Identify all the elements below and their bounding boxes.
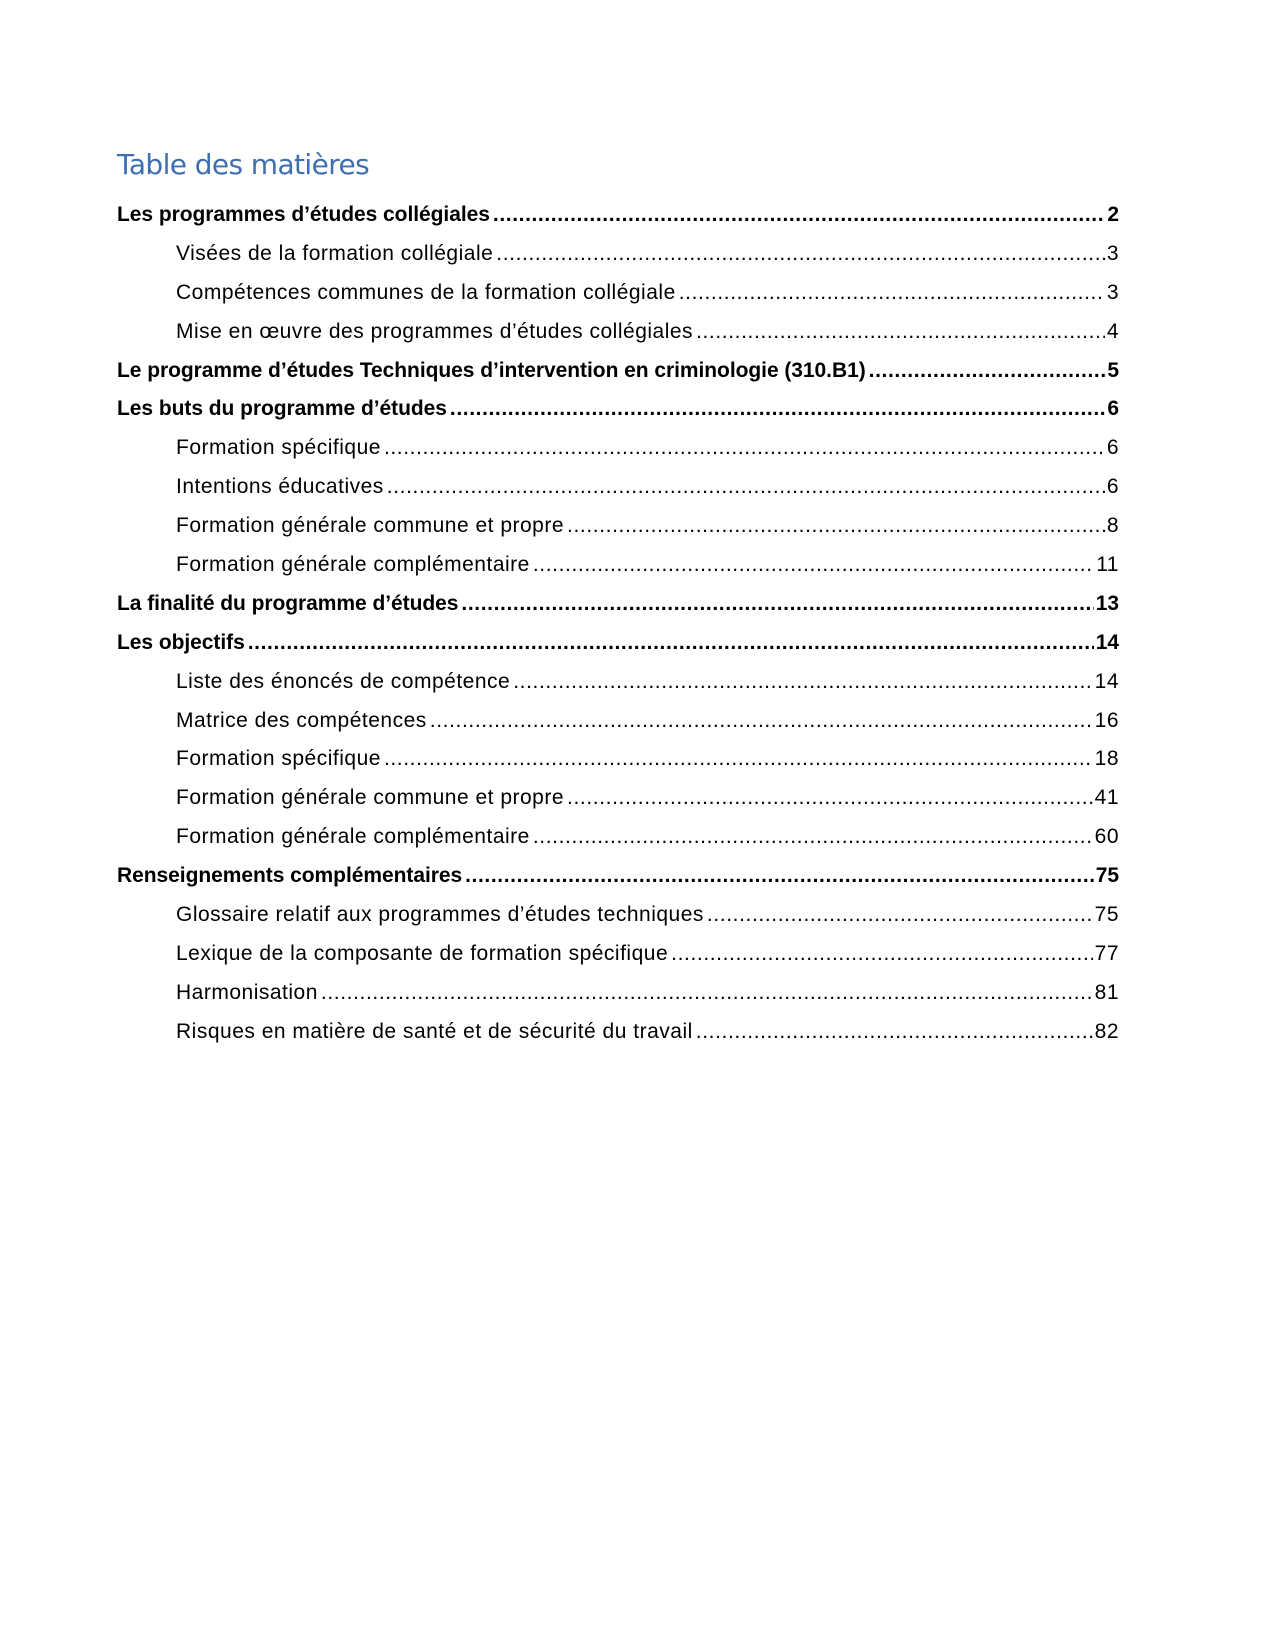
toc-entry-label: La finalité du programme d’études: [117, 591, 459, 615]
toc-page-number: 4: [1106, 319, 1119, 343]
toc-subsection-entry[interactable]: [117, 935, 1119, 974]
toc-page-number: 6: [1107, 397, 1119, 421]
toc-page-number: 77: [1094, 941, 1119, 965]
toc-page-number: 13: [1095, 591, 1119, 615]
toc-dot-leader: [707, 896, 1093, 935]
toc-entry-label: Compétences communes de la formation collégiale: [176, 280, 676, 304]
toc-page-number: 3: [1106, 241, 1119, 265]
toc-section-entry[interactable]: [117, 624, 1119, 663]
toc-dot-leader: [567, 507, 1105, 546]
toc-dot-leader: [496, 235, 1105, 274]
toc-entry-label: Renseignements complémentaires: [117, 864, 463, 888]
toc-dot-leader: [461, 585, 1093, 624]
toc-entry-label: Formation générale complémentaire: [176, 825, 530, 849]
toc-subsection-entry[interactable]: [117, 313, 1119, 352]
toc-dot-leader: [430, 702, 1093, 741]
toc-page-number: 3: [1106, 280, 1119, 304]
toc-subsection-entry[interactable]: [117, 702, 1119, 741]
toc-dot-leader: [321, 974, 1093, 1013]
toc-dot-leader: [384, 740, 1093, 779]
toc-dot-leader: [533, 818, 1093, 857]
toc-dot-leader: [671, 935, 1093, 974]
toc-entry-label: Risques en matière de santé et de sécurité du travail: [176, 1019, 693, 1043]
toc-subsection-entry[interactable]: [117, 235, 1119, 274]
toc-entry-label: Mise en œuvre des programmes d’études collégiales: [176, 319, 694, 343]
toc-page-number: 75: [1095, 864, 1119, 888]
toc-entry-label: Matrice des compétences: [176, 708, 427, 732]
toc-section-entry[interactable]: [117, 196, 1119, 235]
toc-page-number: 75: [1094, 903, 1119, 927]
toc-section-entry[interactable]: [117, 352, 1119, 391]
toc-subsection-entry[interactable]: [117, 896, 1119, 935]
toc-section-entry[interactable]: [117, 857, 1119, 896]
toc-page-number: 18: [1094, 747, 1119, 771]
toc-page-number: 60: [1094, 825, 1119, 849]
toc-page-number: 6: [1106, 475, 1119, 499]
toc-entry-label: Harmonisation: [176, 980, 318, 1004]
toc-page-number: 5: [1107, 358, 1119, 382]
toc-entry-label: Formation spécifique: [176, 747, 381, 771]
toc-subsection-entry[interactable]: [117, 468, 1119, 507]
toc-dot-leader: [387, 468, 1105, 507]
toc-page-number: 16: [1094, 708, 1119, 732]
toc-page-number: 6: [1106, 436, 1119, 460]
toc-subsection-entry[interactable]: [117, 507, 1119, 546]
toc-subsection-entry[interactable]: [117, 429, 1119, 468]
toc-dot-leader: [384, 429, 1105, 468]
toc-dot-leader: [513, 663, 1092, 702]
toc-entry-label: Les objectifs: [117, 630, 245, 654]
toc-entry-label: Le programme d’études Techniques d’intervention en criminologie (310.B1): [117, 358, 866, 382]
toc-dot-leader: [679, 274, 1105, 313]
toc-subsection-entry[interactable]: [117, 1013, 1119, 1052]
toc-page-number: 8: [1106, 514, 1119, 538]
toc-dot-leader: [493, 196, 1105, 235]
toc-title: Table des matières: [117, 148, 370, 181]
toc-entry-label: Visées de la formation collégiale: [176, 241, 494, 265]
toc-page-number: 82: [1094, 1019, 1119, 1043]
toc-section-entry[interactable]: [117, 390, 1119, 429]
toc-entry-label: Les programmes d’études collégiales: [117, 203, 490, 226]
toc-entry-label: Formation spécifique: [176, 436, 381, 460]
toc-subsection-entry[interactable]: [117, 740, 1119, 779]
toc-page-number: 2: [1107, 203, 1119, 226]
toc-section-entry[interactable]: [117, 585, 1119, 624]
toc-dot-leader: [533, 546, 1094, 585]
toc-page-number: 14: [1094, 669, 1119, 693]
toc-subsection-entry[interactable]: [117, 779, 1119, 818]
toc-entry-label: Liste des énoncés de compétence: [176, 669, 511, 693]
toc-entry-label: Intentions éducatives: [176, 475, 384, 499]
toc-entry-label: Formation générale commune et propre: [176, 786, 565, 810]
toc-page-number: 41: [1094, 786, 1119, 810]
toc-page-number: 14: [1095, 630, 1119, 654]
toc-dot-leader: [450, 390, 1105, 429]
toc-dot-leader: [465, 857, 1094, 896]
toc-dot-leader: [567, 779, 1093, 818]
toc-subsection-entry[interactable]: [117, 546, 1119, 585]
toc-subsection-entry[interactable]: [117, 818, 1119, 857]
toc-entry-label: Formation générale commune et propre: [176, 514, 565, 538]
toc-subsection-entry[interactable]: [117, 974, 1119, 1013]
toc-subsection-entry[interactable]: [117, 274, 1119, 313]
toc-entry-label: Formation générale complémentaire: [176, 553, 530, 577]
toc-dot-leader: [696, 1013, 1093, 1052]
toc-entry-label: Les buts du programme d’études: [117, 397, 447, 421]
table-of-contents: [117, 196, 1119, 1052]
toc-entry-label: Lexique de la composante de formation spécifique: [176, 941, 669, 965]
toc-dot-leader: [869, 352, 1106, 391]
toc-subsection-entry[interactable]: [117, 663, 1119, 702]
toc-dot-leader: [696, 313, 1105, 352]
toc-page-number: 81: [1094, 980, 1119, 1004]
toc-dot-leader: [248, 624, 1094, 663]
toc-entry-label: Glossaire relatif aux programmes d’études techniques: [176, 903, 704, 927]
toc-page-number: 11: [1096, 553, 1119, 577]
